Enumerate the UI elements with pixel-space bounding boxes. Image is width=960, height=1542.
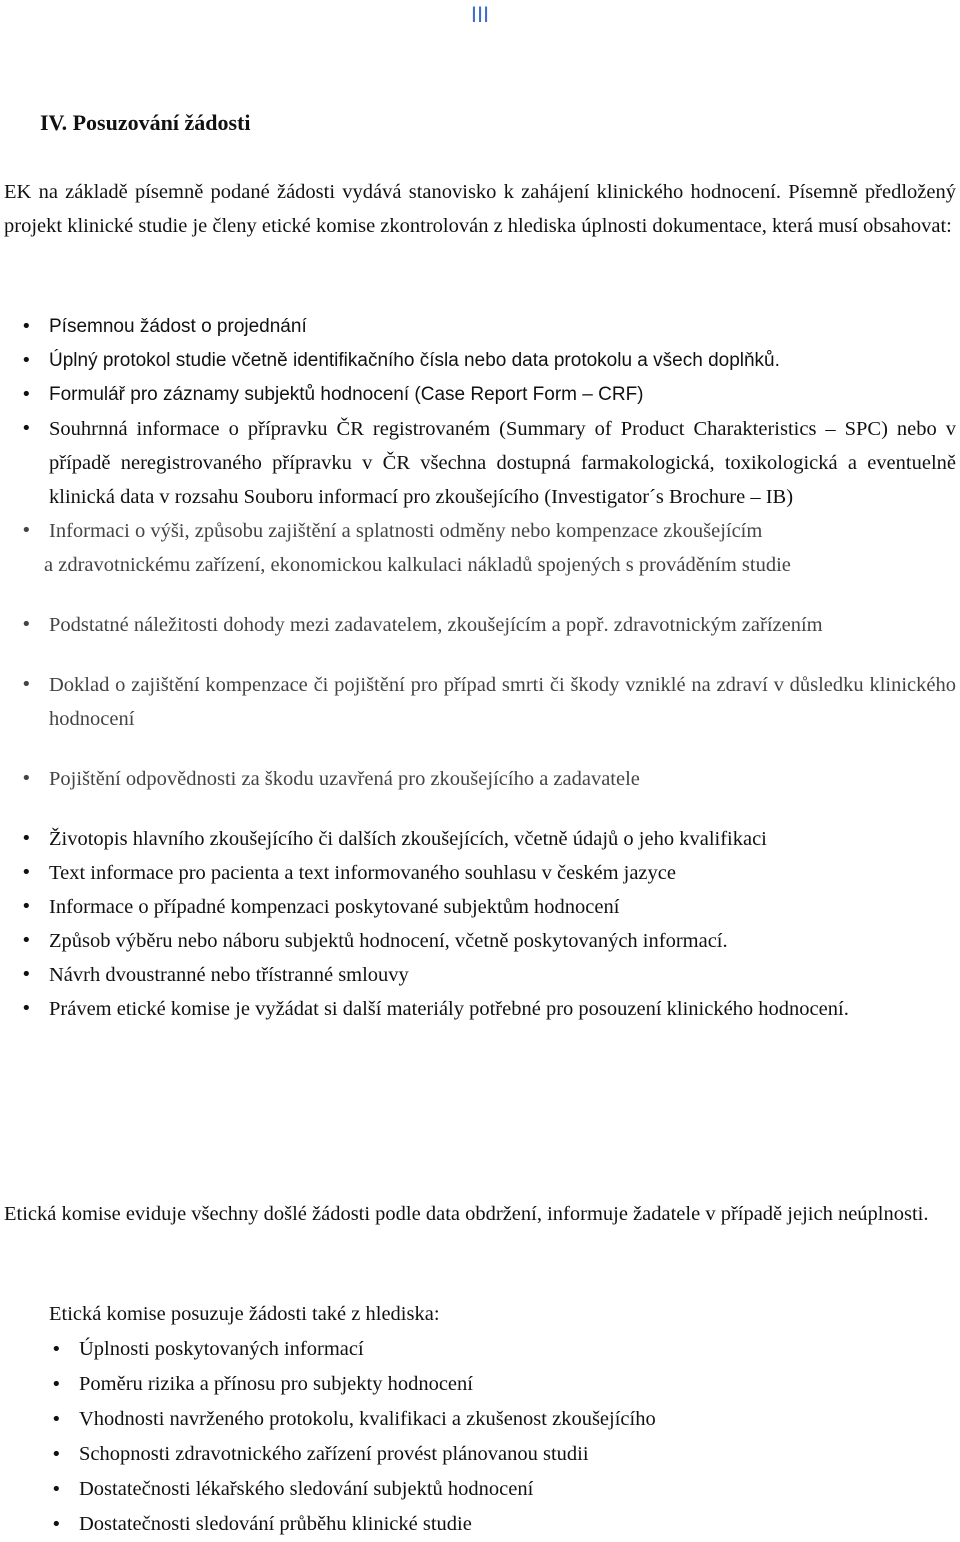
page-number: III bbox=[470, 2, 490, 27]
list-item: • Dostatečnosti lékařského sledování subjektů hodnocení bbox=[79, 1472, 949, 1507]
list-item: • Způsob výběru nebo náboru subjektů hodnocení, včetně poskytovaných informací. bbox=[49, 924, 956, 958]
criteria-list bbox=[79, 1332, 949, 1542]
list-item: • Vhodnosti navrženého protokolu, kvalifikaci a zkušenost zkoušejícího bbox=[79, 1402, 949, 1437]
list-item: • Písemnou žádost o projednání bbox=[49, 310, 956, 344]
intro-paragraph: EK na základě písemně podané žádosti vydává stanovisko k zahájení klinického hodnocení. Písemně předložený projekt klinické studie je členy etické komise zkontrolován z hlediska úplnosti dokumentace, která musí obsahovat: bbox=[4, 181, 956, 237]
required-documents-list bbox=[44, 310, 956, 1026]
list-item: • Úplnosti poskytovaných informací bbox=[79, 1332, 949, 1367]
list-item-continuation: a zdravotnickému zařízení, ekonomickou kalkulaci nákladů spojených s prováděním studie bbox=[44, 554, 791, 576]
list-item: • Schopnosti zdravotnického zařízení provést plánovanou studii bbox=[79, 1437, 949, 1472]
list-item: • Poměru rizika a přínosu pro subjekty hodnocení bbox=[79, 1367, 949, 1402]
criteria-intro: Etická komise posuzuje žádosti také z hlediska: bbox=[49, 1303, 440, 1325]
section-heading: IV. Posuzování žádosti bbox=[40, 110, 251, 135]
list-item: • Formulář pro záznamy subjektů hodnocení (Case Report Form – CRF) bbox=[49, 378, 956, 412]
list-item: • Pojištění odpovědnosti za škodu uzavřená pro zkoušejícího a zadavatele bbox=[49, 762, 956, 796]
list-item bbox=[44, 514, 956, 582]
list-item: • Životopis hlavního zkoušejícího či dalších zkoušejících, včetně údajů o jeho kvalifikaci bbox=[49, 822, 956, 856]
list-item: • Souhrnná informace o přípravku ČR registrovaném (Summary of Product Charakteristics – SPC) nebo v případě neregistrovaného přípravku v ČR všechna dostupná farmakologická, toxikologická a eventuelně klinická data v rozsahu Souboru informací pro zkoušejícího (Investigator´s Brochure – IB) bbox=[49, 412, 956, 514]
list-item: • Informace o případné kompenzaci poskytované subjektům hodnocení bbox=[49, 890, 956, 924]
list-item: • Úplný protokol studie včetně identifikačního čísla nebo data protokolu a všech doplňků. bbox=[49, 344, 956, 378]
list-item: • Právem etické komise je vyžádat si další materiály potřebné pro posouzení klinického hodnocení. bbox=[49, 992, 956, 1026]
evidence-paragraph: Etická komise eviduje všechny došlé žádosti podle data obdržení, informuje žadatele v případě jejich neúplnosti. bbox=[4, 1203, 929, 1225]
list-item-text: Informaci o výši, způsobu zajištění a splatnosti odměny nebo kompenzace zkoušejícím bbox=[49, 520, 763, 542]
list-item: • Doklad o zajištění kompenzace či pojištění pro případ smrti či škody vzniklé na zdraví v důsledku klinického hodnocení bbox=[49, 668, 956, 736]
list-item: • Podstatné náležitosti dohody mezi zadavatelem, zkoušejícím a popř. zdravotnickým zařízením bbox=[49, 608, 956, 642]
list-item: • Dostatečnosti sledování průběhu klinické studie bbox=[79, 1507, 949, 1542]
list-item: • Návrh dvoustranné nebo třístranné smlouvy bbox=[49, 958, 956, 992]
list-item: • Text informace pro pacienta a text informovaného souhlasu v českém jazyce bbox=[49, 856, 956, 890]
